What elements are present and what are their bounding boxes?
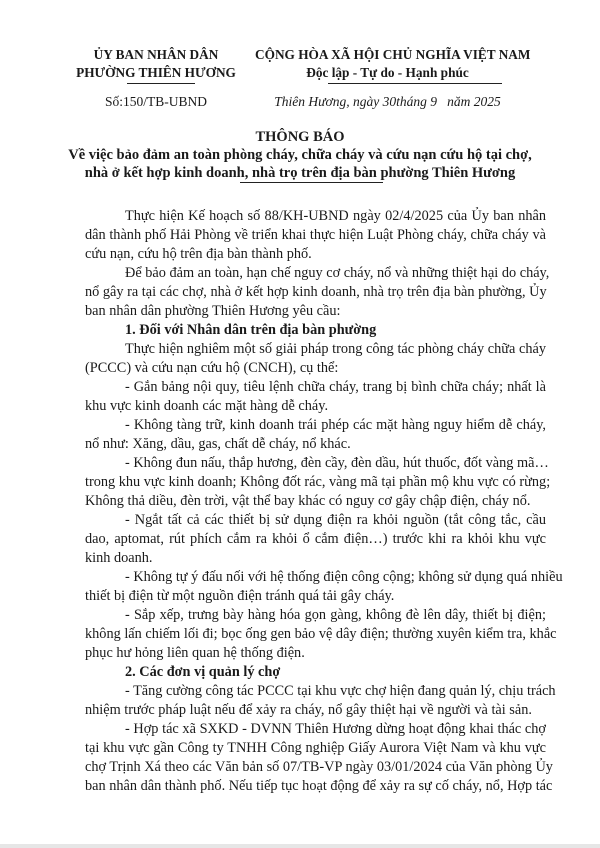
text-line: tại khu vực gần Công ty TNHH Công nghiệp Giấy Aurora Việt Nam và khu vực [85, 740, 546, 756]
text-line: ban nhân dân phường Thiên Hương yêu cầu: [85, 303, 341, 319]
text-line: nhiệm trước pháp luật nếu để xảy ra cháy, nổ gây thiệt hại về người và tài sản. [85, 702, 532, 718]
text-line: Thực hiện Kế hoạch số 88/KH-UBND ngày 02/4/2025 của Ủy ban nhân [125, 208, 546, 224]
text-line: trong khu vực kinh doanh; Không đốt rác, vàng mã tại phần mộ khu vực có rừng; [85, 474, 551, 490]
text-line: - Không tàng trữ, kinh doanh trái phép các mặt hàng nguy hiểm dễ cháy, [125, 417, 546, 433]
document-body [85, 207, 563, 796]
text-line: Không thả diều, đèn trời, vật thể bay khác có nguy cơ gây chập điện, cháy nổ. [85, 493, 531, 509]
agency-line-1: ỦY BAN NHÂN DÂN [93, 47, 219, 62]
agency-underline [127, 83, 195, 84]
title-subtitle-line-1: Về việc bảo đảm an toàn phòng cháy, chữa cháy và cứu nạn cứu hộ tại chợ, [68, 147, 532, 163]
text-line: ban nhân dân thành phố. Nếu tiếp tục hoạt động để xảy ra sự cố cháy, nổ, Hợp tác [85, 778, 553, 794]
text-line: - Hợp tác xã SXKD - DVNN Thiên Hương dừng hoạt động khai thác chợ [125, 721, 546, 737]
paragraph [85, 264, 550, 321]
national-motto [255, 46, 531, 82]
text-line: chợ Trịnh Xá theo các Văn bản số 07/TB-VP ngày 03/01/2024 của Văn phòng Ủy [85, 759, 553, 775]
title-underline [240, 182, 383, 183]
title-subtitle-line-2: nhà ở kết hợp kinh doanh, nhà trọ trên địa bàn phường Thiên Hương [84, 165, 516, 181]
text-line: - Gắn bảng nội quy, tiêu lệnh chữa cháy, trang bị bình chữa cháy; nhất là [125, 379, 546, 395]
paragraph [85, 207, 546, 264]
text-line: cứu nạn, cứu hộ trên địa bàn thành phố. [85, 246, 312, 262]
bullet-item [85, 568, 563, 606]
bullet-item [85, 606, 557, 663]
text-line: - Tăng cường công tác PCCC tại khu vực chợ hiện đang quản lý, chịu trách [125, 683, 556, 699]
text-line: không lấn chiếm lối đi; bọc ống gen bảo vệ dây điện; thường xuyên kiểm tra, khắc [85, 626, 557, 642]
text-line: kinh doanh. [85, 550, 153, 566]
page-bottom-edge [0, 844, 600, 848]
bullet-item [85, 454, 551, 511]
nation-line-1: CỘNG HÒA XÃ HỘI CHỦ NGHĨA VIỆT NAM [255, 47, 531, 62]
text-line: dao, aptomat, rút phích cắm ra khỏi ổ cắm điện…) trước khi ra khỏi khu vực [85, 531, 546, 547]
bullet-item [85, 416, 546, 454]
bullet-item [85, 682, 556, 720]
bullet-item [85, 378, 546, 416]
text-line: phục hư hỏng liên quan hệ thống điện. [85, 645, 305, 661]
text-line: nổ như: Xăng, dầu, gas, chất dễ cháy, nổ khác. [85, 436, 351, 452]
title-main: THÔNG BÁO [255, 129, 345, 145]
motto-underline [328, 83, 502, 84]
text-line: nổ gây ra tại các chợ, nhà ở kết hợp kinh doanh, nhà trọ trên địa bàn phường, Ủy [85, 284, 547, 300]
nation-line-2: Độc lập - Tự do - Hạnh phúc [306, 65, 469, 80]
text-line: dân thành phố Hải Phòng về triển khai thực hiện Luật Phòng cháy, chữa cháy và [85, 227, 546, 243]
text-line: - Ngắt tất cả các thiết bị sử dụng điện ra khỏi nguồn (tắt công tắc, cầu [125, 512, 546, 528]
text-line: Thực hiện nghiêm một số giải pháp trong công tác phòng cháy chữa cháy [125, 341, 546, 357]
place-and-date: Thiên Hương, ngày 30tháng 9 năm 2025 [274, 94, 501, 109]
bullet-item [85, 720, 553, 796]
text-line: - Không tự ý đấu nối với hệ thống điện công cộng; không sử dụng quá nhiều [125, 569, 563, 585]
paragraph [85, 340, 546, 378]
issuing-agency [40, 46, 272, 82]
agency-line-2: PHƯỜNG THIÊN HƯƠNG [76, 65, 236, 80]
section-heading-1: 1. Đối với Nhân dân trên địa bàn phường [125, 322, 377, 338]
text-line: thiết bị điện từ một nguồn điện tránh quá tải gây cháy. [85, 588, 395, 604]
text-line: - Không đun nấu, thắp hương, đèn cầy, đèn dầu, hút thuốc, đốt vàng mã… [125, 455, 549, 471]
document-number: Số:150/TB-UBND [104, 94, 207, 109]
document-title [0, 128, 600, 182]
section-heading-2: 2. Các đơn vị quản lý chợ [125, 664, 281, 680]
text-line: (PCCC) và cứu nạn cứu hộ (CNCH), cụ thể: [85, 360, 339, 376]
text-line: khu vực kinh doanh các mặt hàng dễ cháy. [85, 398, 329, 414]
text-line: Để bảo đảm an toàn, hạn chế nguy cơ cháy, nổ và những thiệt hại do cháy, [125, 265, 550, 281]
bullet-item [85, 511, 546, 568]
text-line: - Sắp xếp, trưng bày hàng hóa gọn gàng, không đè lên dây, thiết bị điện; [125, 607, 546, 623]
